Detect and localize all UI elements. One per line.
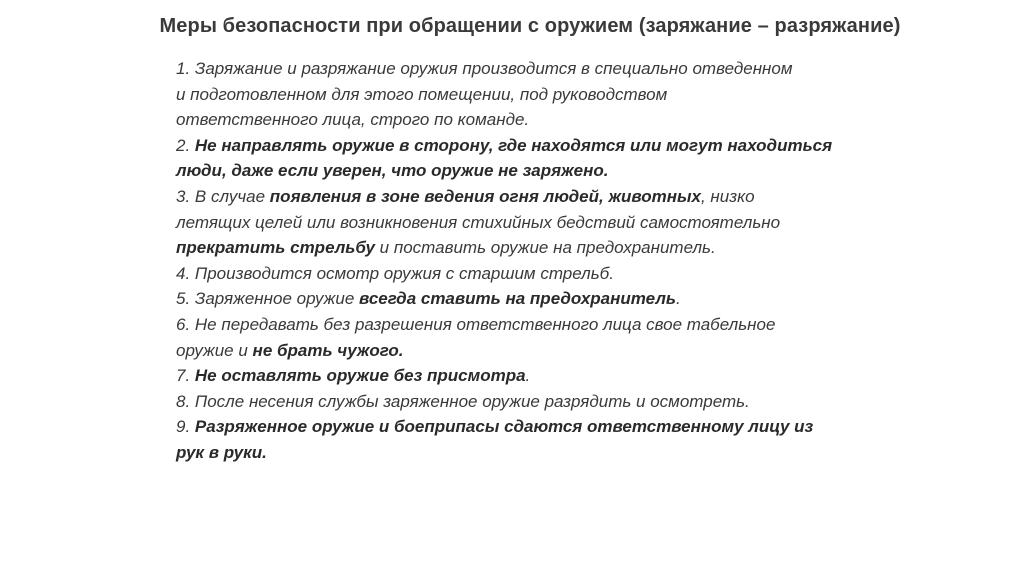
- rule-text: 1. Заряжание и разряжание оружия производится в специально отведенном: [176, 59, 793, 78]
- rule-text: , низко: [700, 186, 755, 206]
- rule-text: оружие и: [176, 340, 253, 360]
- rule-text: и поставить оружие на предохранитель.: [374, 238, 716, 258]
- rule-line: [176, 235, 916, 261]
- rule-line: [176, 158, 916, 184]
- rule-line: [176, 414, 916, 440]
- rule-line: [176, 389, 916, 415]
- rule-text: и подготовленном для этого помещении, под руководством: [176, 84, 668, 104]
- rule-text: ответственного лица, строго по команде.: [176, 110, 530, 130]
- rule-line: [176, 363, 916, 389]
- rule-line: [176, 261, 916, 287]
- rule-line: [176, 286, 916, 312]
- rule-line: [176, 107, 916, 133]
- rule-line: [176, 440, 916, 466]
- rule-text-bold: появления в зоне ведения огня людей, животных: [269, 186, 701, 206]
- rule-text-bold: рук в руки.: [176, 442, 267, 462]
- rule-line: [176, 210, 916, 236]
- rule-text-bold: всегда ставить на предохранитель: [359, 289, 676, 309]
- rule-text: 7.: [176, 366, 195, 386]
- rule-text-bold: Разряженное оружие и боеприпасы сдаются ответственному лицу из: [194, 417, 814, 437]
- slide-title: Меры безопасности при обращении с оружием (заряжание – разряжание): [159, 15, 901, 37]
- rule-text: 5. Заряженное оружие: [176, 289, 359, 309]
- rule-text: 6. Не передавать без разрешения ответственного лица свое табельное: [176, 314, 776, 334]
- rule-text: .: [676, 289, 681, 309]
- rule-text: 4. Производится осмотр оружия с старшим стрельб.: [176, 263, 614, 283]
- rule-line: [176, 82, 916, 108]
- rule-text: 3. В случае: [176, 186, 270, 206]
- rule-text: .: [525, 366, 531, 386]
- rule-line: [176, 312, 916, 338]
- rule-line: [176, 56, 916, 82]
- rule-text: 8. После несения службы заряженное оружие разрядить и осмотреть.: [176, 391, 750, 411]
- rule-line: [176, 133, 916, 159]
- rule-text: 9.: [176, 417, 195, 437]
- rule-text-bold: не брать чужого.: [252, 340, 404, 360]
- rule-text-bold: прекратить стрельбу: [176, 238, 375, 258]
- rules-list: [176, 56, 916, 466]
- rule-line: [176, 184, 916, 210]
- rule-line: [176, 338, 916, 364]
- rule-text: летящих целей или возникновения стихийных бедствий самостоятельно: [176, 212, 781, 232]
- rule-text-bold: люди, даже если уверен, что оружие не заряжено.: [176, 161, 609, 181]
- rule-text-bold: Не направлять оружие в сторону, где находятся или могут находиться: [194, 135, 833, 155]
- rule-text: 2.: [176, 135, 195, 155]
- rule-text-bold: Не оставлять оружие без присмотра: [194, 366, 526, 386]
